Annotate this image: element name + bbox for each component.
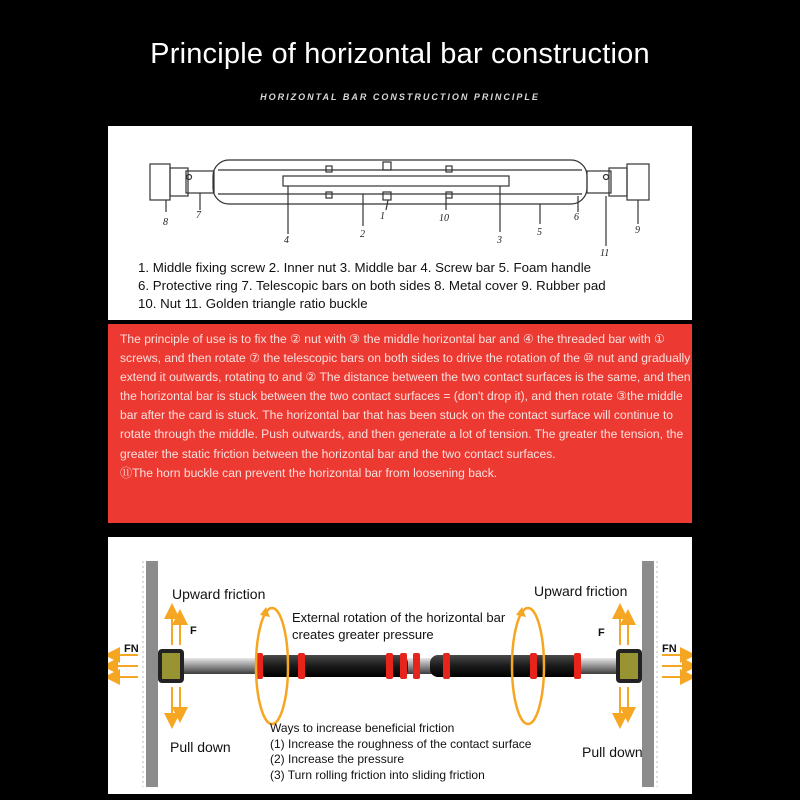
- friction-method-item: (1) Increase the roughness of the contact surface: [270, 736, 532, 751]
- page-subtitle: HORIZONTAL BAR CONSTRUCTION PRINCIPLE: [260, 92, 540, 102]
- callout-10: 10: [439, 213, 449, 224]
- foam-handle-shape: [213, 160, 587, 204]
- upward-friction-right: Upward friction: [534, 583, 628, 599]
- legend-line: 6. Protective ring 7. Telescopic bars on both sides 8. Metal cover 9. Rubber pad: [138, 278, 606, 293]
- callout-4: 4: [284, 235, 289, 246]
- callout-3: 3: [497, 235, 502, 246]
- left-ring-shape: [170, 168, 188, 196]
- foam-grip-right: [430, 655, 580, 677]
- screw-bar-shape: [283, 176, 509, 186]
- foam-grip-left: [258, 655, 408, 677]
- rotation-caption-line: External rotation of the horizontal bar: [292, 610, 506, 625]
- page-title: Principle of horizontal bar construction: [150, 38, 650, 70]
- friction-method-item: (3) Turn rolling friction into sliding friction: [270, 767, 485, 782]
- callout-1: 1: [380, 211, 385, 222]
- legend-line: 10. Nut 11. Golden triangle ratio buckle: [138, 296, 368, 311]
- force-illustration-panel: [108, 537, 692, 794]
- legend-line: 1. Middle fixing screw 2. Inner nut 3. Middle bar 4. Screw bar 5. Foam handle: [138, 260, 592, 275]
- callout-5: 5: [537, 227, 542, 238]
- parts-legend: [138, 259, 692, 313]
- callout-7: 7: [196, 210, 201, 221]
- callout-6: 6: [574, 212, 579, 223]
- callout-2: 2: [360, 229, 365, 240]
- normal-force-left: FN: [124, 643, 139, 655]
- rotation-caption: [292, 609, 505, 643]
- friction-methods-title: Ways to increase beneficial friction: [270, 721, 455, 735]
- pull-down-left: Pull down: [170, 739, 231, 755]
- callout-11: 11: [600, 248, 610, 256]
- construction-diagram-panel: [108, 126, 692, 320]
- principle-panel: [108, 324, 692, 523]
- upward-friction-left: Upward friction: [172, 586, 266, 602]
- friction-methods: [270, 721, 531, 783]
- right-ring-shape: [609, 168, 627, 196]
- callout-8: 8: [163, 217, 168, 228]
- principle-note: ⑪The horn buckle can prevent the horizontal bar from loosening back.: [120, 465, 498, 480]
- force-f-left: F: [190, 625, 197, 637]
- force-f-right: F: [598, 627, 605, 639]
- left-cover-shape: [150, 164, 170, 200]
- construction-diagram: [108, 126, 692, 256]
- normal-force-right: FN: [662, 643, 677, 655]
- pull-down-right: Pull down: [582, 744, 643, 760]
- right-cover-shape: [627, 164, 649, 200]
- right-wall: [642, 561, 654, 787]
- rotation-caption-line: creates greater pressure: [292, 627, 434, 642]
- callout-9: 9: [635, 225, 640, 236]
- principle-paragraph: The principle of use is to fix the ② nut with ③ the middle horizontal bar and ④ the threaded bar with ① screws, and then rotate ⑦ the telescopic bars on both sides to drive the rotation of the ⑩ nut and gradually extend it outwards, rotating to and ② The distance between the two contact surfaces is the same, and then the horizontal bar is stuck between the two contact surfaces = (don't drop it), and then rotate ③the middle bar after the card is stuck. The horizontal bar that has been stuck on the contact surface will continue to rotate through the middle. Push outwards, and then generate a lot of tension. The greater the tension, the greater the static friction between the horizontal bar and the two contact surfaces.: [120, 332, 691, 461]
- left-wall: [146, 561, 158, 787]
- friction-method-item: (2) Increase the pressure: [270, 752, 405, 766]
